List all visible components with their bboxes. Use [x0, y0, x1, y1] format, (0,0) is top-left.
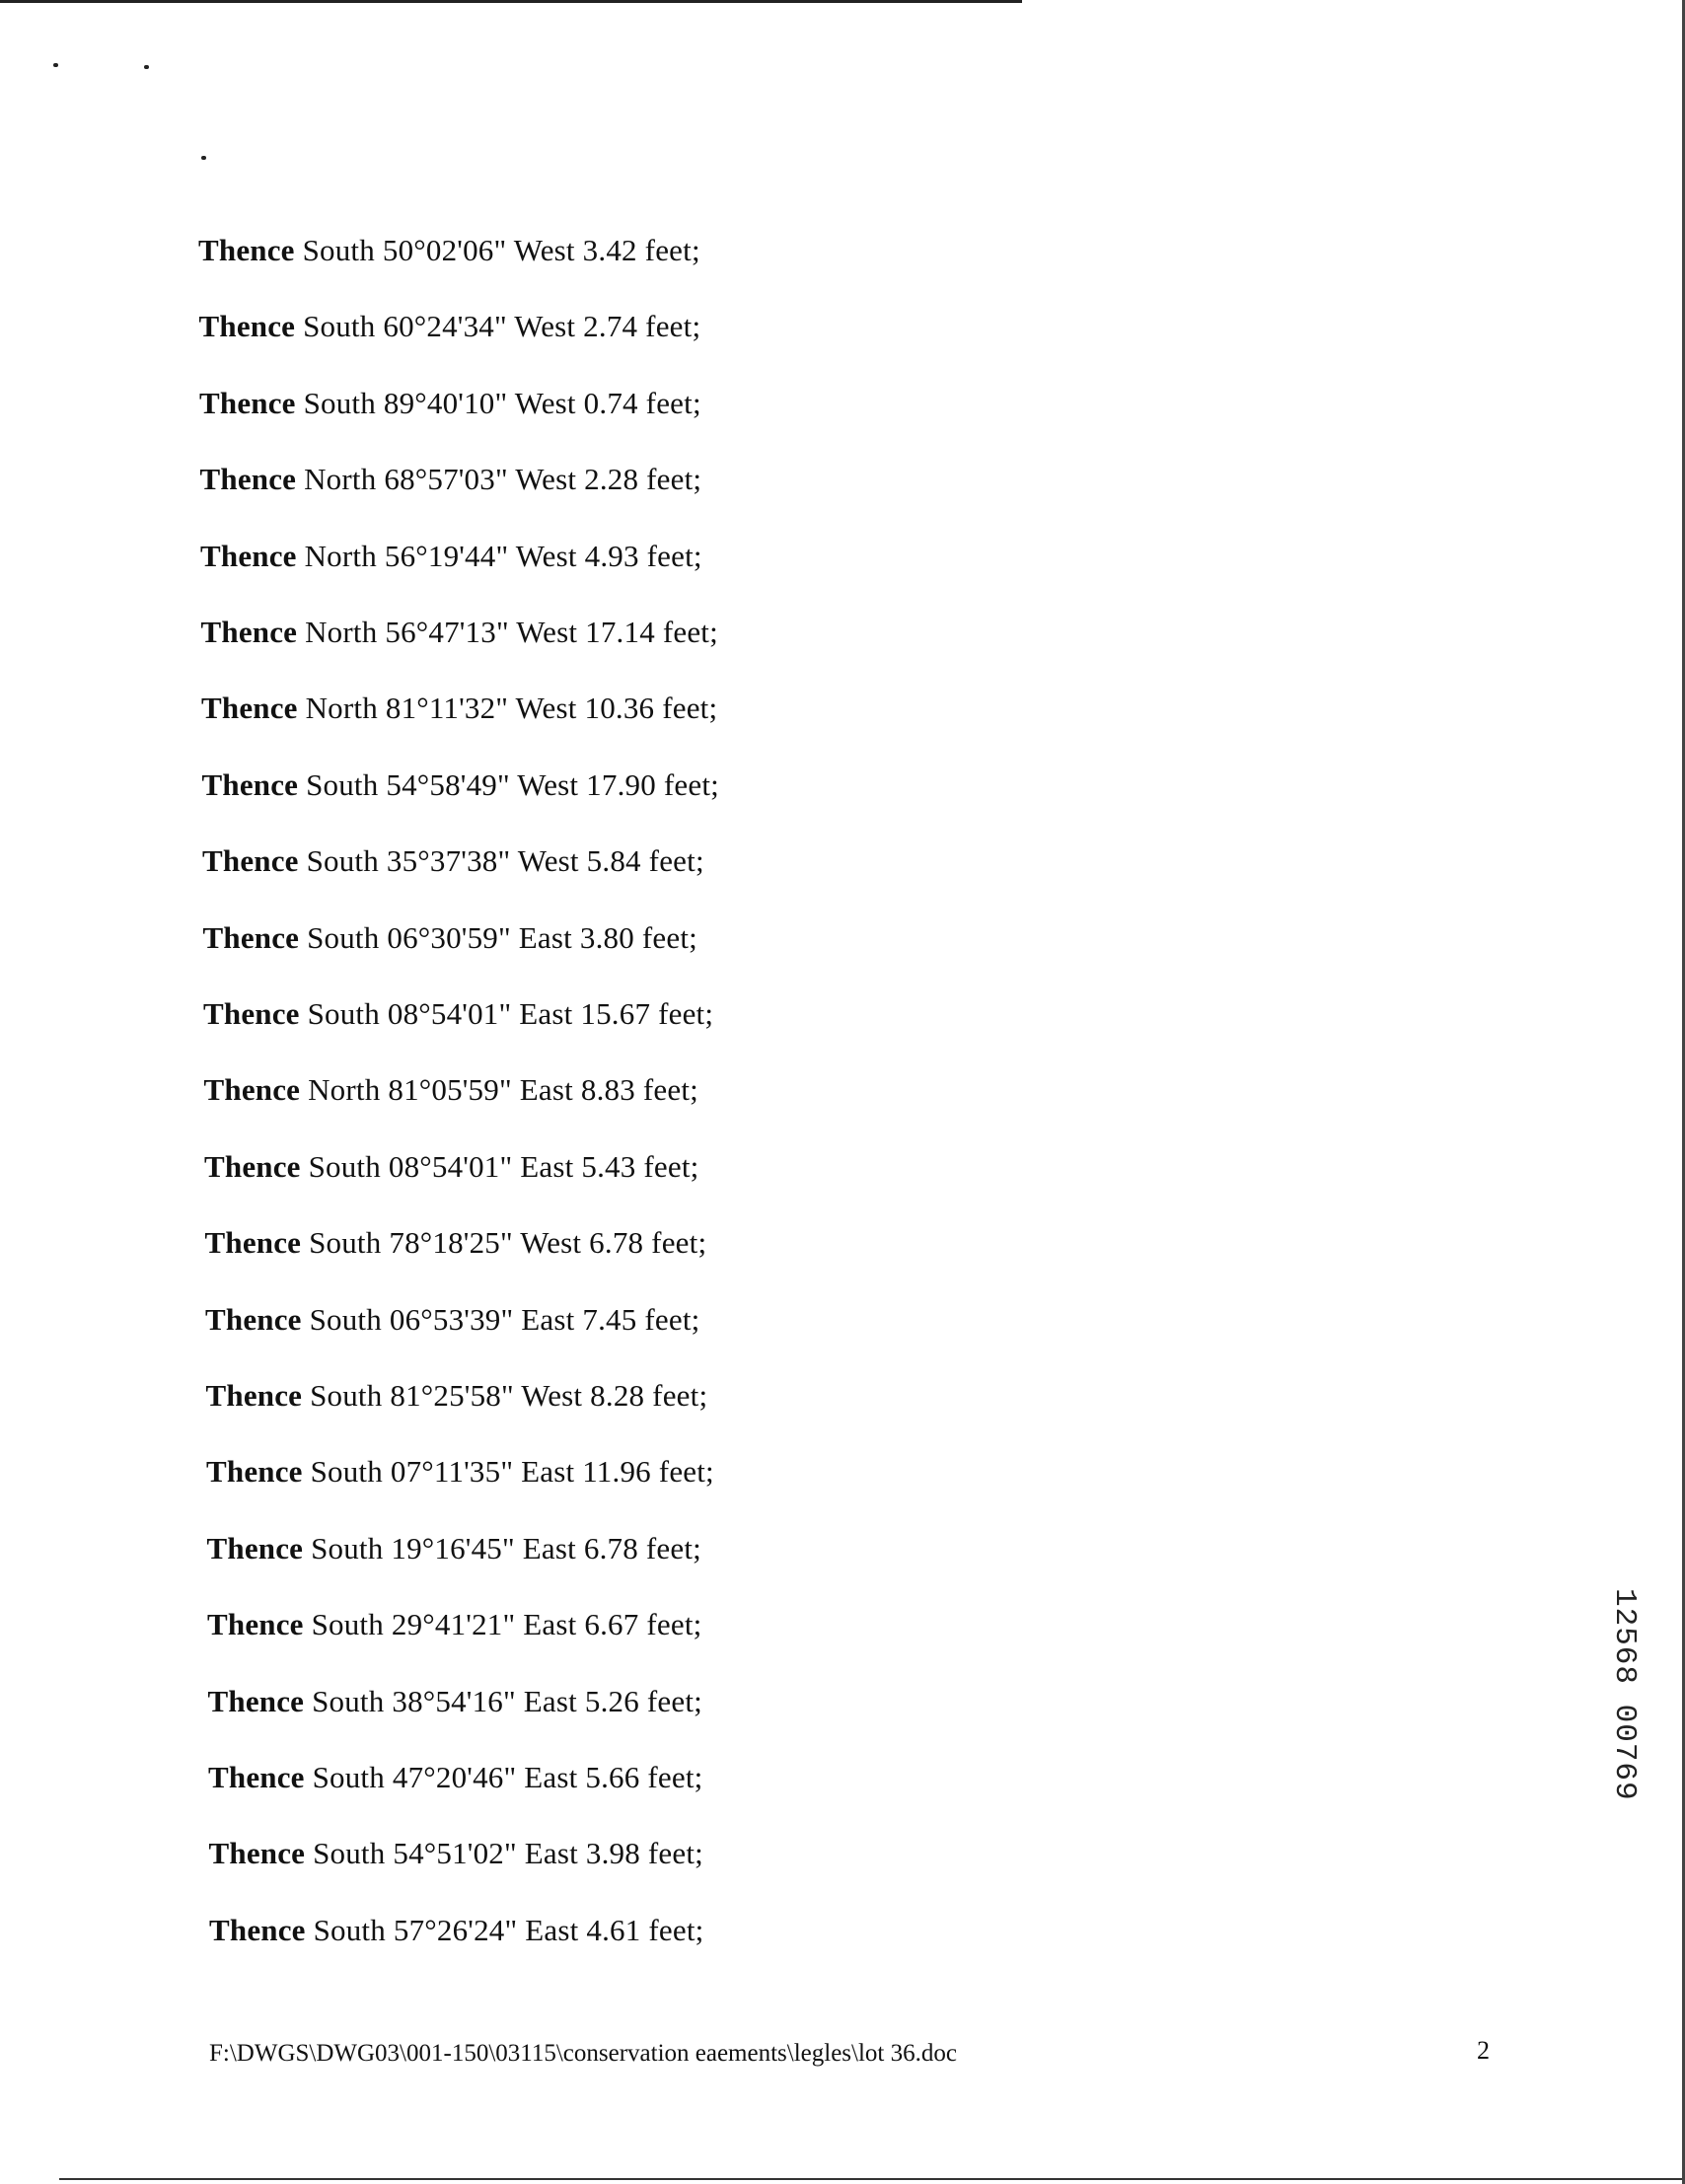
- thence-keyword: Thence: [204, 1148, 301, 1184]
- course-line: [207, 1531, 701, 1566]
- thence-keyword: Thence: [202, 843, 299, 879]
- thence-keyword: Thence: [208, 1760, 305, 1794]
- page-number: 2: [1477, 2036, 1490, 2065]
- course-line: [200, 539, 702, 574]
- course-bearing-distance: South 19°16'45" East 6.78 feet;: [311, 1530, 701, 1565]
- course-line: [204, 1072, 698, 1108]
- course-line: [204, 1149, 698, 1185]
- course-line: [203, 996, 713, 1032]
- course-bearing-distance: South 60°24'34" West 2.74 feet;: [303, 309, 701, 344]
- document-stamp: [1604, 1588, 1648, 1855]
- thence-keyword: Thence: [204, 1225, 302, 1261]
- stamp-number: 12568 00769: [1607, 1588, 1642, 1801]
- course-line: [206, 1378, 708, 1414]
- course-line: [205, 1302, 699, 1338]
- course-bearing-distance: South 54°58'49" West 17.90 feet;: [306, 766, 719, 802]
- thence-keyword: Thence: [199, 385, 296, 420]
- course-line: [202, 843, 704, 879]
- course-bearing-distance: South 78°18'25" West 6.78 feet;: [309, 1225, 707, 1261]
- course-line: [209, 1913, 703, 1948]
- course-line: [198, 233, 700, 268]
- course-bearing-distance: North 56°47'13" West 17.14 feet;: [305, 615, 718, 649]
- thence-keyword: Thence: [205, 1301, 302, 1337]
- course-line: [209, 1836, 703, 1871]
- file-path-footer: F:\DWGS\DWG03\001-150\03115\conservation eaements\legles\lot 36.doc: [209, 2040, 957, 2067]
- course-bearing-distance: South 07°11'35" East 11.96 feet;: [310, 1454, 714, 1490]
- thence-keyword: Thence: [199, 462, 297, 497]
- thence-keyword: Thence: [207, 1683, 305, 1718]
- course-bearing-distance: South 57°26'24" East 4.61 feet;: [313, 1912, 704, 1947]
- thence-keyword: Thence: [206, 1530, 304, 1565]
- course-bearing-distance: South 50°02'06" West 3.42 feet;: [302, 233, 700, 267]
- course-line: [201, 615, 718, 650]
- course-line: [205, 1225, 707, 1261]
- thence-keyword: Thence: [203, 1072, 301, 1108]
- course-bearing-distance: South 06°30'59" East 3.80 feet;: [307, 919, 697, 955]
- course-line: [202, 767, 719, 803]
- thence-keyword: Thence: [200, 538, 297, 573]
- course-line: [201, 691, 717, 726]
- course-bearing-distance: South 08°54'01" East 5.43 feet;: [308, 1148, 699, 1184]
- course-bearing-distance: South 54°51'02" East 3.98 feet;: [313, 1836, 703, 1871]
- course-line: [203, 920, 697, 956]
- thence-keyword: Thence: [207, 1607, 304, 1642]
- thence-keyword: Thence: [198, 309, 296, 344]
- thence-keyword: Thence: [201, 691, 298, 726]
- course-bearing-distance: South 35°37'38" West 5.84 feet;: [306, 843, 704, 879]
- course-bearing-distance: South 08°54'01" East 15.67 feet;: [307, 996, 714, 1031]
- course-bearing-distance: South 89°40'10" West 0.74 feet;: [303, 385, 701, 420]
- thence-keyword: Thence: [200, 615, 298, 649]
- course-line: [208, 1684, 702, 1719]
- thence-keyword: Thence: [208, 1836, 306, 1871]
- course-bearing-distance: North 68°57'03" West 2.28 feet;: [304, 462, 702, 497]
- course-bearing-distance: South 38°54'16" East 5.26 feet;: [312, 1683, 702, 1718]
- course-line: [199, 309, 701, 344]
- course-line: [206, 1454, 714, 1490]
- course-bearing-distance: South 06°53'39" East 7.45 feet;: [309, 1301, 700, 1337]
- course-bearing-distance: South 81°25'58" West 8.28 feet;: [310, 1378, 708, 1413]
- course-bearing-distance: North 81°05'59" East 8.83 feet;: [308, 1072, 698, 1108]
- course-bearing-distance: South 29°41'21" East 6.67 feet;: [311, 1607, 702, 1642]
- thence-keyword: Thence: [201, 766, 299, 802]
- thence-keyword: Thence: [206, 1454, 303, 1490]
- course-line: [199, 386, 701, 421]
- thence-keyword: Thence: [202, 919, 300, 955]
- thence-keyword: Thence: [209, 1912, 306, 1947]
- course-bearing-distance: North 56°19'44" West 4.93 feet;: [304, 538, 702, 573]
- course-bearing-distance: South 47°20'46" East 5.66 feet;: [312, 1760, 703, 1794]
- thence-keyword: Thence: [205, 1378, 303, 1413]
- course-bearing-distance: North 81°11'32" West 10.36 feet;: [305, 691, 718, 726]
- thence-keyword: Thence: [198, 233, 295, 267]
- course-line: [208, 1760, 702, 1795]
- thence-keyword: Thence: [203, 996, 300, 1031]
- course-line: [200, 462, 702, 497]
- course-line: [207, 1607, 701, 1642]
